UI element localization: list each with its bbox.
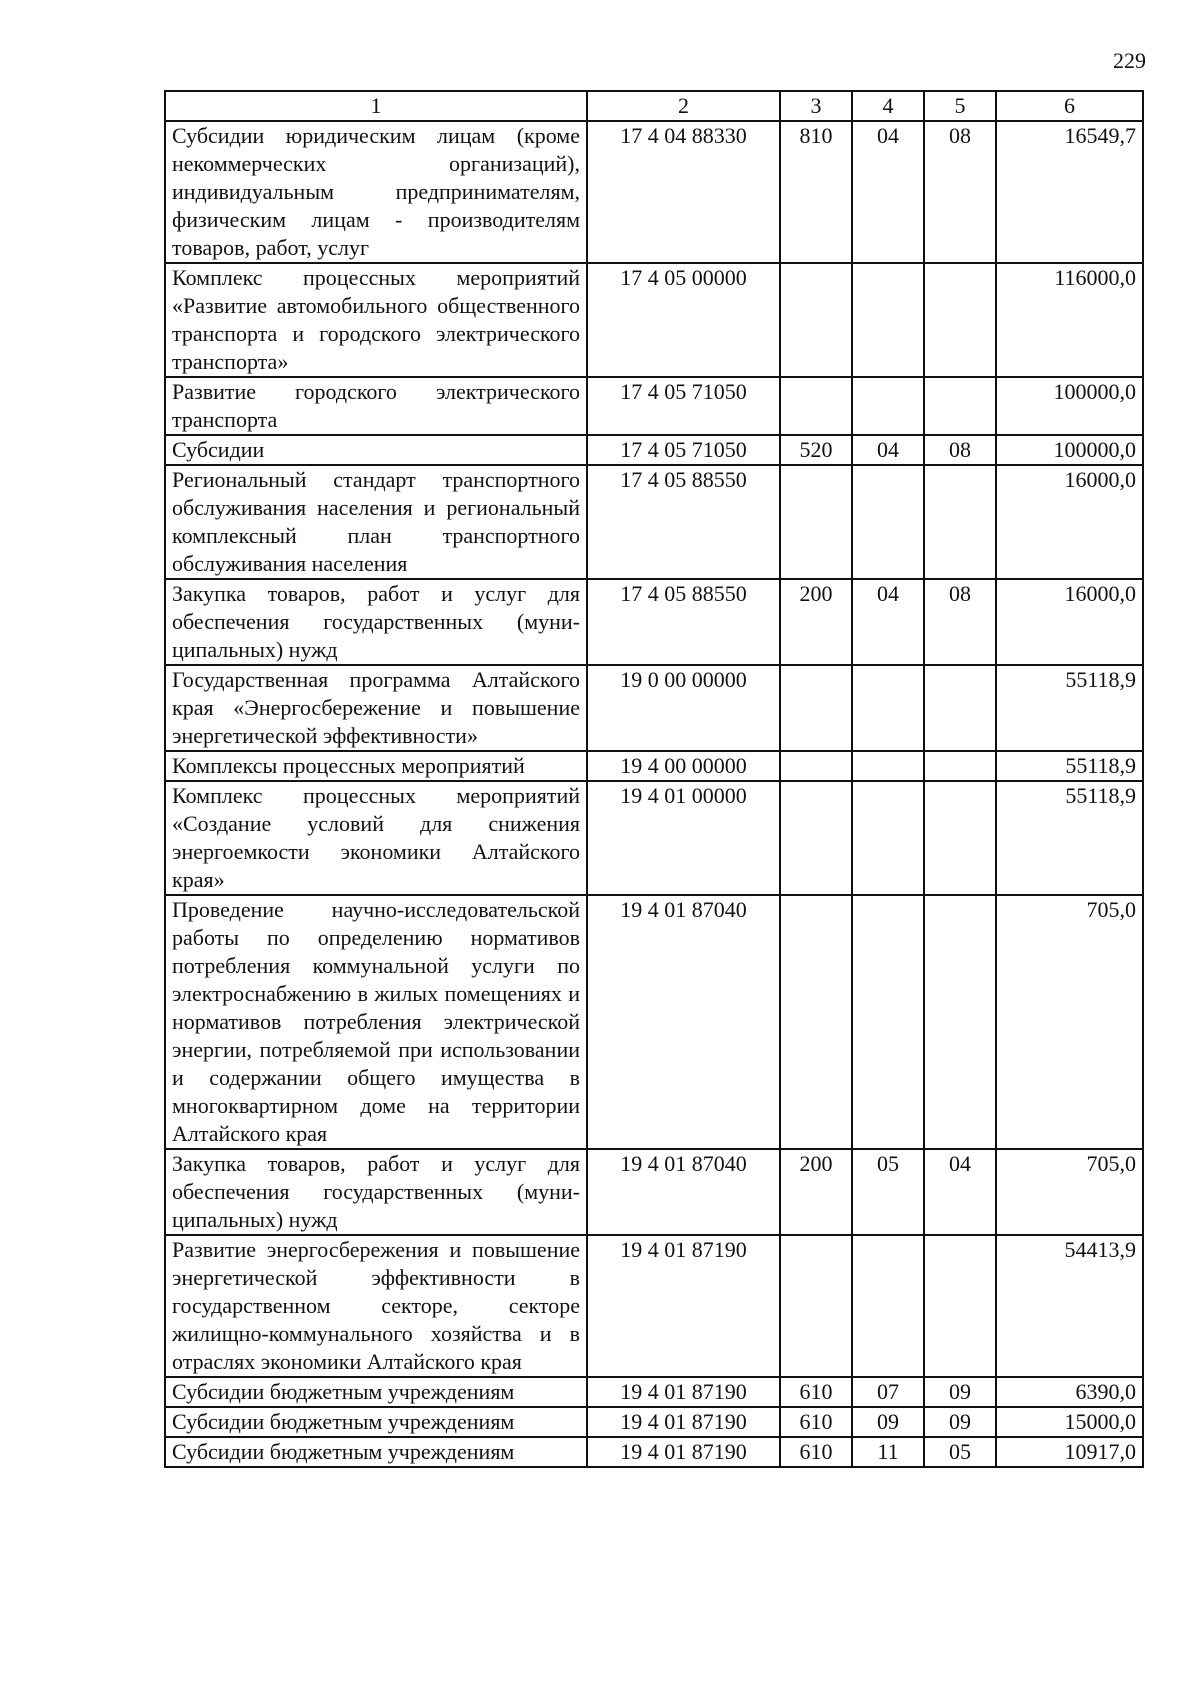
row-rz-cell — [852, 263, 924, 377]
row-pr-cell — [924, 465, 996, 579]
row-code-cell: 19 4 01 00000 — [587, 781, 780, 895]
row-pr-cell — [924, 895, 996, 1149]
row-name-cell: Закупка товаров, работ и услуг для обеспечения государственных (муниципальных) нужд — [165, 579, 587, 665]
row-rz-cell: 07 — [852, 1377, 924, 1407]
row-rz-cell — [852, 751, 924, 781]
row-vr-cell — [780, 465, 852, 579]
row-pr-cell — [924, 665, 996, 751]
row-sum-cell: 54413,9 — [996, 1235, 1143, 1377]
row-name-cell: Развитие городского электрического транспорта — [165, 377, 587, 435]
row-code-cell: 19 4 01 87190 — [587, 1235, 780, 1377]
row-pr-cell: 09 — [924, 1407, 996, 1437]
table-row — [165, 121, 1143, 263]
row-vr-cell: 200 — [780, 579, 852, 665]
table-row — [165, 263, 1143, 377]
column-header-4: 4 — [852, 91, 924, 121]
row-rz-cell — [852, 1235, 924, 1377]
column-header-3: 3 — [780, 91, 852, 121]
page-number: 229 — [1113, 48, 1146, 73]
row-name-cell: Развитие энергосбережения и повышение энергетической эффективности в государственном секторе, секторе жилищно-коммунального хозяйства и в отраслях экономики Алтайского края — [165, 1235, 587, 1377]
row-vr-cell: 520 — [780, 435, 852, 465]
row-sum-cell: 100000,0 — [996, 435, 1143, 465]
row-vr-cell — [780, 377, 852, 435]
row-sum-cell: 100000,0 — [996, 377, 1143, 435]
row-name-cell: Комплекс процессных мероприятий «Создание условий для снижения энергоемкости экономики Алтайского края» — [165, 781, 587, 895]
row-sum-cell: 705,0 — [996, 1149, 1143, 1235]
table-row — [165, 751, 1143, 781]
row-vr-cell: 610 — [780, 1407, 852, 1437]
row-name-cell: Закупка товаров, работ и услуг для обеспечения государственных (муниципальных) нужд — [165, 1149, 587, 1235]
row-rz-cell — [852, 665, 924, 751]
row-pr-cell: 09 — [924, 1377, 996, 1407]
row-code-cell: 17 4 05 88550 — [587, 579, 780, 665]
table-row — [165, 1437, 1143, 1467]
table-row — [165, 377, 1143, 435]
row-name-cell: Государственная программа Алтайского края «Энергосбережение и повышение энергетической эффективности» — [165, 665, 587, 751]
row-code-cell: 17 4 04 88330 — [587, 121, 780, 263]
row-name-cell: Комплекс процессных мероприятий «Развитие автомобильного общественного транспорта и городского электрического транспорта» — [165, 263, 587, 377]
table-row — [165, 1407, 1143, 1437]
row-rz-cell — [852, 465, 924, 579]
row-vr-cell: 810 — [780, 121, 852, 263]
table-row — [165, 1235, 1143, 1377]
header-row — [165, 91, 1143, 121]
row-vr-cell — [780, 263, 852, 377]
row-vr-cell — [780, 781, 852, 895]
column-header-1: 1 — [165, 91, 587, 121]
row-vr-cell: 200 — [780, 1149, 852, 1235]
row-name-cell: Субсидии — [165, 435, 587, 465]
row-rz-cell: 11 — [852, 1437, 924, 1467]
row-name-cell: Субсидии бюджетным учреждениям — [165, 1377, 587, 1407]
row-vr-cell: 610 — [780, 1377, 852, 1407]
row-code-cell: 19 4 01 87190 — [587, 1407, 780, 1437]
column-header-2: 2 — [587, 91, 780, 121]
column-header-5: 5 — [924, 91, 996, 121]
row-name-cell: Проведение научно-исследовательской работы по определению нормативов потребления коммунальной услуги по электроснабжению в жилых помещениях и нормативов потребления электрической энергии, потребляемой при использовании и содержании общего имущества в многоквартирном доме на территории Алтайского края — [165, 895, 587, 1149]
row-name-cell: Субсидии юридическим лицам (кроме некоммерческих организаций), индивидуальным предпринимателям, физическим лицам - производителям товаров, работ, услуг — [165, 121, 587, 263]
row-code-cell: 17 4 05 88550 — [587, 465, 780, 579]
row-rz-cell: 04 — [852, 121, 924, 263]
row-code-cell: 19 0 00 00000 — [587, 665, 780, 751]
row-pr-cell: 05 — [924, 1437, 996, 1467]
row-code-cell: 17 4 05 00000 — [587, 263, 780, 377]
row-vr-cell — [780, 895, 852, 1149]
row-pr-cell — [924, 1235, 996, 1377]
row-name-cell: Комплексы процессных мероприятий — [165, 751, 587, 781]
table-row — [165, 665, 1143, 751]
row-vr-cell — [780, 1235, 852, 1377]
row-sum-cell: 15000,0 — [996, 1407, 1143, 1437]
row-name-cell: Субсидии бюджетным учреждениям — [165, 1437, 587, 1467]
table-row — [165, 435, 1143, 465]
row-rz-cell — [852, 377, 924, 435]
row-rz-cell — [852, 781, 924, 895]
row-code-cell: 19 4 01 87040 — [587, 895, 780, 1149]
table-row — [165, 1377, 1143, 1407]
row-code-cell: 19 4 01 87190 — [587, 1377, 780, 1407]
row-pr-cell — [924, 751, 996, 781]
row-code-cell: 19 4 01 87190 — [587, 1437, 780, 1467]
row-rz-cell: 05 — [852, 1149, 924, 1235]
table-header — [165, 91, 1143, 121]
row-pr-cell — [924, 781, 996, 895]
row-pr-cell: 04 — [924, 1149, 996, 1235]
row-pr-cell — [924, 377, 996, 435]
row-rz-cell: 09 — [852, 1407, 924, 1437]
budget-table — [164, 90, 1144, 1468]
table-row — [165, 781, 1143, 895]
row-rz-cell: 04 — [852, 435, 924, 465]
row-sum-cell: 16000,0 — [996, 579, 1143, 665]
row-rz-cell: 04 — [852, 579, 924, 665]
row-rz-cell — [852, 895, 924, 1149]
row-sum-cell: 55118,9 — [996, 665, 1143, 751]
row-name-cell: Субсидии бюджетным учреждениям — [165, 1407, 587, 1437]
table-row — [165, 465, 1143, 579]
row-sum-cell: 10917,0 — [996, 1437, 1143, 1467]
table-body — [165, 121, 1143, 1467]
row-name-cell: Региональный стандарт транспортного обслуживания населения и региональный комплексный план транспортного обслуживания населения — [165, 465, 587, 579]
column-header-6: 6 — [996, 91, 1143, 121]
row-sum-cell: 6390,0 — [996, 1377, 1143, 1407]
table-row — [165, 579, 1143, 665]
table-row — [165, 895, 1143, 1149]
row-sum-cell: 16549,7 — [996, 121, 1143, 263]
table-row — [165, 1149, 1143, 1235]
row-sum-cell: 705,0 — [996, 895, 1143, 1149]
row-code-cell: 17 4 05 71050 — [587, 377, 780, 435]
row-pr-cell: 08 — [924, 579, 996, 665]
row-pr-cell: 08 — [924, 435, 996, 465]
row-code-cell: 19 4 01 87040 — [587, 1149, 780, 1235]
row-sum-cell: 116000,0 — [996, 263, 1143, 377]
row-vr-cell — [780, 751, 852, 781]
row-sum-cell: 55118,9 — [996, 781, 1143, 895]
row-sum-cell: 55118,9 — [996, 751, 1143, 781]
row-pr-cell: 08 — [924, 121, 996, 263]
row-vr-cell: 610 — [780, 1437, 852, 1467]
row-pr-cell — [924, 263, 996, 377]
row-code-cell: 19 4 00 00000 — [587, 751, 780, 781]
row-code-cell: 17 4 05 71050 — [587, 435, 780, 465]
row-vr-cell — [780, 665, 852, 751]
row-sum-cell: 16000,0 — [996, 465, 1143, 579]
